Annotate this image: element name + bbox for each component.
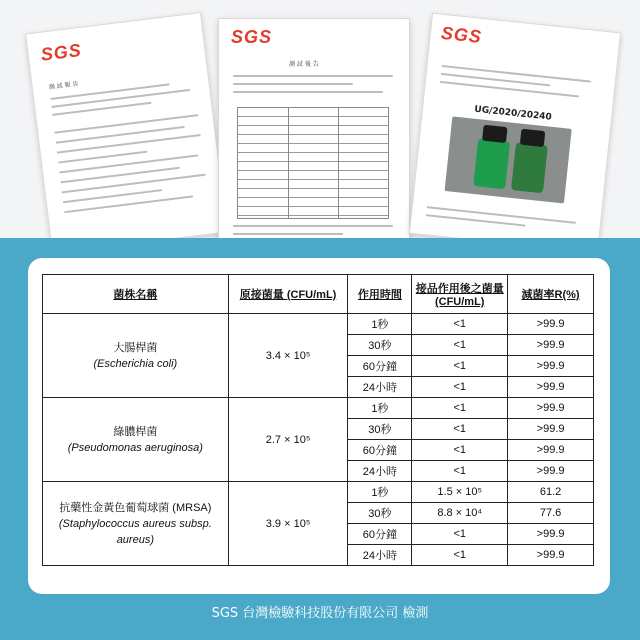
strain-cell bbox=[43, 314, 229, 398]
time-cell: 1秒 bbox=[348, 398, 412, 419]
reduction-cell: >99.9 bbox=[508, 461, 594, 482]
strain-scientific-name: (Staphylococcus aureus subsp. aureus) bbox=[58, 517, 212, 546]
count-cell: <1 bbox=[412, 356, 508, 377]
time-cell: 30秒 bbox=[348, 503, 412, 524]
product-photo-label: UG/2020/20240 bbox=[473, 104, 553, 123]
count-cell: <1 bbox=[412, 314, 508, 335]
results-card bbox=[28, 258, 610, 594]
report-heading: 測 試 報 告 bbox=[48, 80, 79, 92]
sgs-logo: SGS bbox=[39, 39, 83, 65]
table-row bbox=[43, 398, 594, 419]
time-cell: 24小時 bbox=[348, 461, 412, 482]
time-cell: 60分鐘 bbox=[348, 356, 412, 377]
strain-name: 大腸桿菌 bbox=[113, 341, 158, 354]
count-cell: <1 bbox=[412, 440, 508, 461]
count-cell: <1 bbox=[412, 545, 508, 566]
time-cell: 1秒 bbox=[348, 482, 412, 503]
header-strain: 菌株名稱 bbox=[43, 275, 229, 314]
text-line bbox=[440, 81, 579, 98]
time-cell: 30秒 bbox=[348, 335, 412, 356]
count-cell: <1 bbox=[412, 398, 508, 419]
count-cell: 8.8 × 10⁴ bbox=[412, 503, 508, 524]
header-count: 接品作用後之菌量(CFU/mL) bbox=[412, 275, 508, 314]
strain-scientific-name: (Escherichia coli) bbox=[93, 357, 178, 370]
antibacterial-results-table bbox=[42, 274, 594, 566]
test-lab-footer: SGS 台灣檢驗科技股份有限公司 檢測 bbox=[211, 606, 429, 621]
reduction-cell: >99.9 bbox=[508, 377, 594, 398]
text-line bbox=[233, 75, 393, 77]
reduction-cell: >99.9 bbox=[508, 524, 594, 545]
inoculum-cell: 2.7 × 10⁵ bbox=[228, 398, 348, 482]
header-reduction: 減菌率R(%) bbox=[508, 275, 594, 314]
text-line bbox=[59, 154, 198, 173]
count-cell: 1.5 × 10⁵ bbox=[412, 482, 508, 503]
table-row bbox=[43, 482, 594, 503]
text-line bbox=[233, 91, 383, 93]
time-cell: 24小時 bbox=[348, 545, 412, 566]
sgs-logo: SGS bbox=[231, 27, 273, 47]
time-cell: 60分鐘 bbox=[348, 524, 412, 545]
sgs-logo: SGS bbox=[440, 22, 483, 47]
time-cell: 1秒 bbox=[348, 314, 412, 335]
reduction-cell: >99.9 bbox=[508, 314, 594, 335]
time-cell: 30秒 bbox=[348, 419, 412, 440]
bottle-cap bbox=[482, 125, 508, 143]
reduction-cell: >99.9 bbox=[508, 398, 594, 419]
strain-name: 抗藥性金黃色葡萄球菌 (MRSA) bbox=[59, 501, 212, 514]
reduction-cell: >99.9 bbox=[508, 356, 594, 377]
time-cell: 60分鐘 bbox=[348, 440, 412, 461]
header-inoculum: 原接菌量 (CFU/mL) bbox=[228, 275, 348, 314]
report-heading: 測 試 報 告 bbox=[289, 61, 319, 68]
inoculum-cell: 3.9 × 10⁵ bbox=[228, 482, 348, 566]
reduction-cell: >99.9 bbox=[508, 419, 594, 440]
reduction-cell: >99.9 bbox=[508, 335, 594, 356]
text-line bbox=[233, 225, 393, 227]
reduction-cell: >99.9 bbox=[508, 440, 594, 461]
count-cell: <1 bbox=[412, 419, 508, 440]
inoculum-cell: 3.4 × 10⁵ bbox=[228, 314, 348, 398]
strain-cell bbox=[43, 398, 229, 482]
count-cell: <1 bbox=[412, 377, 508, 398]
strain-name: 綠膿桿菌 bbox=[113, 425, 158, 438]
reduction-cell: >99.9 bbox=[508, 545, 594, 566]
text-line bbox=[233, 233, 343, 235]
bottle-image bbox=[473, 138, 510, 189]
test-report-page-2 bbox=[218, 18, 410, 245]
bottle-image bbox=[511, 142, 548, 193]
table-header-row bbox=[43, 275, 594, 314]
reduction-cell: 77.6 bbox=[508, 503, 594, 524]
report-result-table bbox=[237, 107, 389, 219]
reduction-cell: 61.2 bbox=[508, 482, 594, 503]
time-cell: 24小時 bbox=[348, 377, 412, 398]
test-report-page-3 bbox=[409, 13, 621, 250]
text-line bbox=[233, 83, 353, 85]
bottle-cap bbox=[520, 129, 546, 147]
text-line bbox=[54, 114, 198, 134]
count-cell: <1 bbox=[412, 461, 508, 482]
text-line bbox=[62, 174, 206, 194]
header-time: 作用時間 bbox=[348, 275, 412, 314]
results-panel bbox=[0, 238, 640, 640]
count-cell: <1 bbox=[412, 335, 508, 356]
count-cell: <1 bbox=[412, 524, 508, 545]
strain-cell bbox=[43, 482, 229, 566]
strain-scientific-name: (Pseudomonas aeruginosa) bbox=[67, 441, 203, 454]
test-report-page-1 bbox=[25, 12, 228, 250]
text-line bbox=[57, 134, 201, 154]
product-photo bbox=[445, 104, 572, 203]
table-row bbox=[43, 314, 594, 335]
test-report-scans bbox=[0, 0, 640, 250]
